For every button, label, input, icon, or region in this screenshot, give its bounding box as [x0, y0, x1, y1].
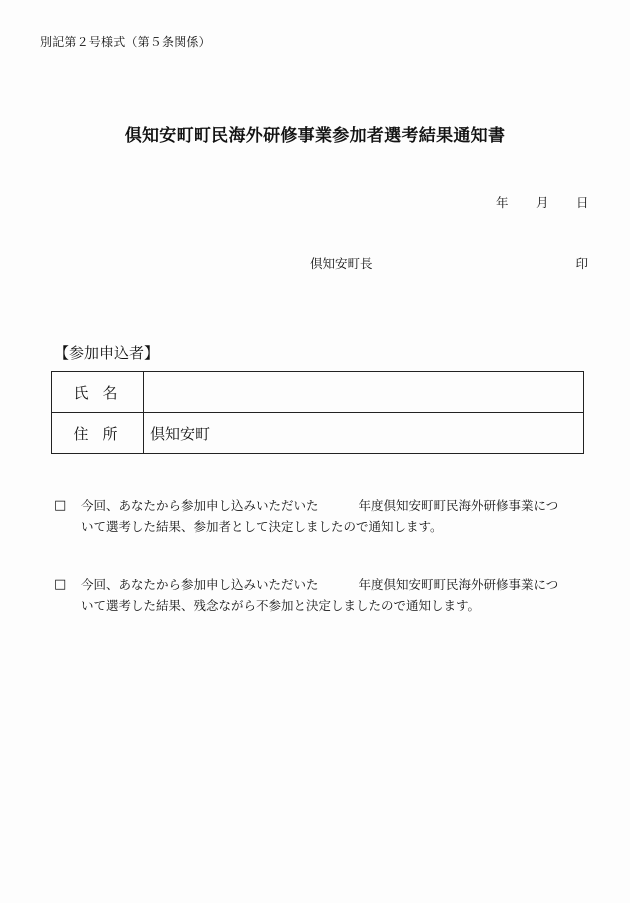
option-line-2: いて選考した結果、参加者として決定しましたので通知します。	[81, 519, 443, 534]
date-month-label: 月	[536, 195, 549, 210]
checkbox-selected[interactable]: □	[54, 498, 67, 513]
name-field[interactable]	[144, 372, 584, 413]
option-line	[81, 495, 596, 516]
option-text-before: 今回、あなたから参加申し込みいただいた	[81, 498, 319, 513]
date-day-label: 日	[576, 195, 589, 210]
option-text	[81, 574, 596, 616]
applicant-table	[51, 371, 584, 454]
seal-mark: 印	[575, 256, 588, 271]
option-text-before: 今回、あなたから参加申し込みいただいた	[81, 577, 319, 592]
option-line-2: いて選考した結果、残念ながら不参加と決定しましたので通知します。	[81, 598, 481, 613]
option-text-after: 年度倶知安町町民海外研修事業につ	[358, 498, 559, 513]
address-label: 住所	[52, 413, 144, 454]
address-field[interactable]: 倶知安町	[144, 413, 584, 454]
option-line	[81, 574, 596, 595]
issuer-name: 倶知安町長	[310, 256, 373, 271]
applicant-heading: 【参加申込者】	[54, 344, 160, 362]
table-row	[52, 372, 584, 413]
option-text	[81, 495, 596, 537]
date-line	[496, 193, 588, 211]
option-text-after: 年度倶知安町町民海外研修事業につ	[358, 577, 559, 592]
name-label: 氏名	[52, 372, 144, 413]
date-year-label: 年	[496, 195, 509, 210]
checkbox-not-selected[interactable]: □	[54, 577, 67, 592]
table-row	[52, 413, 584, 454]
form-number: 別記第２号様式（第５条関係）	[40, 35, 211, 49]
document-title: 倶知安町町民海外研修事業参加者選考結果通知書	[124, 126, 506, 146]
